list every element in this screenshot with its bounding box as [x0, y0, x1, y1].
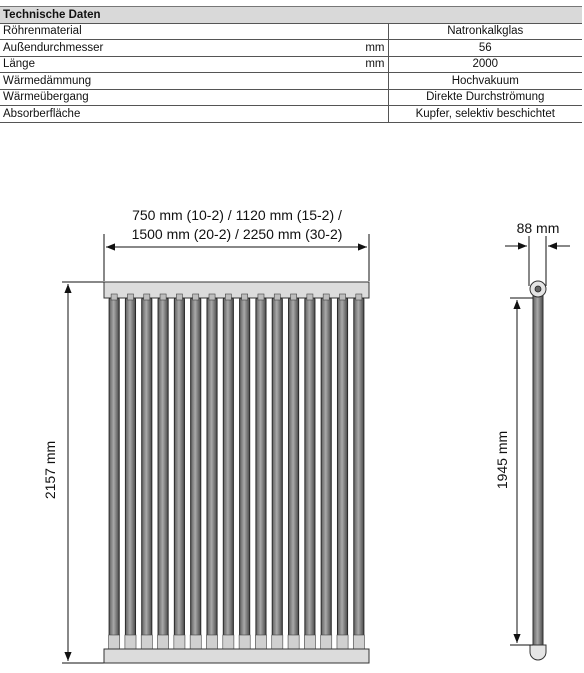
tube-connector — [111, 294, 117, 300]
width-dimension-line2: 1500 mm (20-2) / 2250 mm (30-2) — [131, 226, 343, 242]
tube-holder — [255, 635, 266, 649]
tube-holder — [321, 635, 332, 649]
vacuum-tube — [174, 298, 184, 649]
total-height-label: 2157 mm — [42, 440, 58, 500]
vacuum-tube — [337, 298, 347, 649]
vacuum-tube — [289, 298, 299, 649]
collector-side-view — [530, 281, 546, 660]
tube-holder — [125, 635, 136, 649]
row-value: Direkte Durchströmung — [388, 89, 582, 106]
tube-connector — [225, 294, 231, 300]
tube-holder — [174, 635, 185, 649]
row-value: 56 — [388, 40, 582, 57]
vacuum-tube — [158, 298, 168, 649]
tube-connector — [307, 294, 313, 300]
vacuum-tube — [207, 298, 217, 649]
tube-holder — [288, 635, 299, 649]
tube-connector — [176, 294, 182, 300]
vacuum-tube — [272, 298, 282, 649]
width-dimension-line1: 750 mm (10-2) / 1120 mm (15-2) / — [132, 207, 342, 223]
tube-holder — [158, 635, 169, 649]
collector-front-view — [104, 282, 369, 663]
tube-holder — [141, 635, 152, 649]
tube-holder — [239, 635, 250, 649]
tube-connector — [144, 294, 150, 300]
vacuum-tube — [354, 298, 364, 649]
tube-array — [109, 294, 365, 649]
side-tube — [533, 292, 543, 646]
vacuum-tube — [240, 298, 250, 649]
row-label: Länge — [0, 56, 194, 73]
row-label: Wärmedämmung — [0, 73, 194, 90]
tube-holder — [190, 635, 201, 649]
vacuum-tube — [321, 298, 331, 649]
tube-holder — [109, 635, 120, 649]
vacuum-tube — [256, 298, 266, 649]
row-value: 2000 — [388, 56, 582, 73]
tube-connector — [127, 294, 133, 300]
tube-connector — [356, 294, 362, 300]
row-label: Röhrenmaterial — [0, 23, 194, 40]
bottom-rail — [104, 649, 369, 663]
tube-holder — [337, 635, 348, 649]
tube-connector — [242, 294, 248, 300]
vacuum-tube — [223, 298, 233, 649]
row-label: Außendurchmesser — [0, 40, 194, 57]
vacuum-tube — [305, 298, 315, 649]
tube-connector — [193, 294, 199, 300]
tube-connector — [160, 294, 166, 300]
tube-holder — [353, 635, 364, 649]
tube-connector — [340, 294, 346, 300]
tube-connector — [323, 294, 329, 300]
row-label: Wärmeübergang — [0, 89, 194, 106]
tube-holder — [304, 635, 315, 649]
tube-connector — [209, 294, 215, 300]
vacuum-tube — [142, 298, 152, 649]
row-value: Hochvakuum — [388, 73, 582, 90]
tube-connector — [258, 294, 264, 300]
tube-holder — [272, 635, 283, 649]
side-depth-label: 88 mm — [516, 220, 560, 236]
spec-table-title: Technische Daten — [0, 7, 582, 24]
vacuum-tube — [125, 298, 135, 649]
tube-connector — [291, 294, 297, 300]
tube-connector — [274, 294, 280, 300]
row-label: Absorberfläche — [0, 106, 194, 123]
vacuum-tube — [191, 298, 201, 649]
vacuum-tube — [109, 298, 119, 649]
tube-holder — [206, 635, 217, 649]
side-header-bore — [535, 286, 541, 292]
tube-height-label: 1945 mm — [494, 430, 510, 490]
tube-holder — [223, 635, 234, 649]
row-unit: mm — [194, 56, 388, 73]
row-value: Natronkalkglas — [388, 23, 582, 40]
row-value: Kupfer, selektiv beschichtet — [388, 106, 582, 123]
side-bottom-holder — [530, 645, 546, 660]
row-unit: mm — [194, 40, 388, 57]
